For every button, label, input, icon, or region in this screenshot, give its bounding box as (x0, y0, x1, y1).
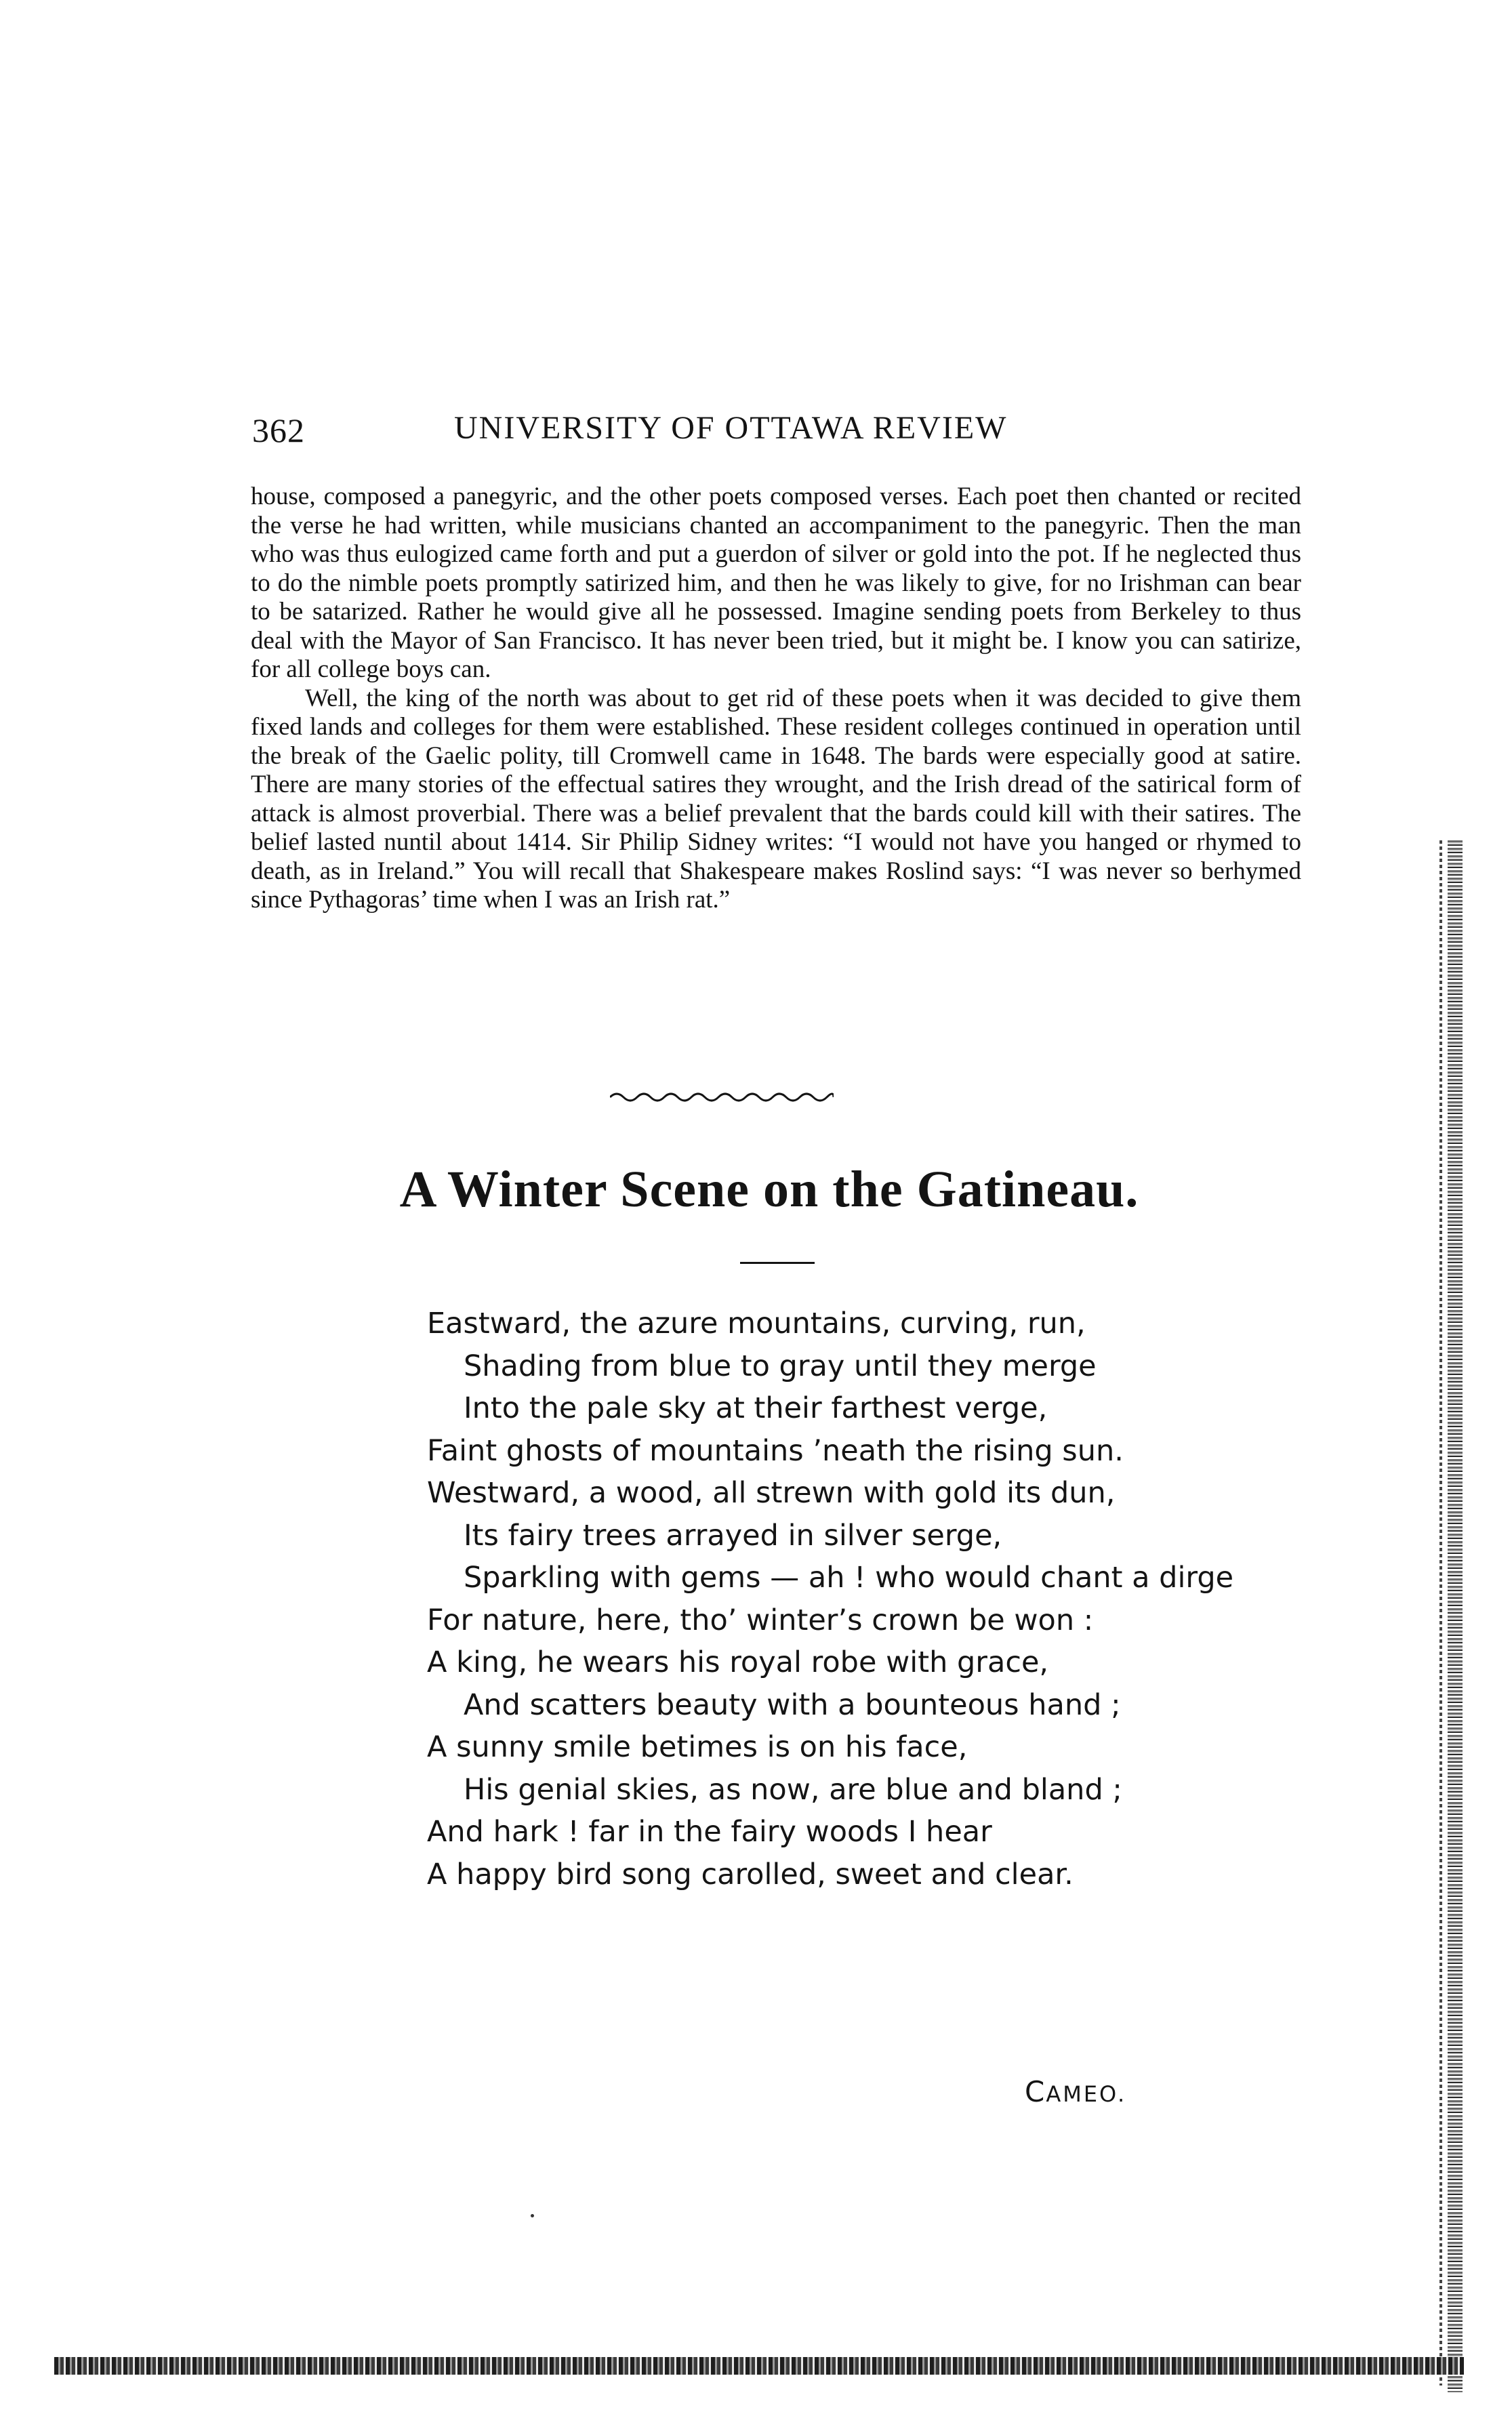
poem-line: And scatters beauty with a bounteous hand ; (464, 1687, 1121, 1722)
poem-line: For nature, here, tho’ winter’s crown be won : (427, 1603, 1094, 1637)
scan-edge-right-thin (1439, 840, 1442, 2386)
poem-line: Faint ghosts of mountains ’neath the rising sun. (427, 1433, 1124, 1468)
poem-line: And hark ! far in the fairy woods I hear (427, 1815, 992, 1849)
paragraph: Well, the king of the north was about to get rid of these poets when it was decided to give them fixed lands and colleges for them were established. These resident colleges continued in operation until the break of the Gaelic polity, till Cromwell came in 1648. The bards were especially good at satire. There are many stories of the effectual satires they wrought, and the Irish dread of the satirical form of attack is almost proverbial. There was a belief prevalent that the bards could kill with their satires. The belief lasted nuntil about 1414. Sir Philip Sidney writes: “I would not have you hanged or rhymed to death, as in Ireland.” You will recall that Shakespeare makes Roslind says: “I was never so berhymed since Pythagoras’ time when I was an Irish rat.” (251, 684, 1301, 914)
poem-title: A Winter Scene on the Gatineau. (399, 1161, 1139, 1218)
scan-speck (531, 2214, 534, 2217)
poem-line: Westward, a wood, all strewn with gold its dun, (427, 1476, 1116, 1510)
poem-line: A king, he wears his royal robe with grace, (427, 1645, 1049, 1679)
running-head: UNIVERSITY OF OTTAWA REVIEW (454, 410, 1008, 446)
poem-line: A sunny smile betimes is on his face, (427, 1730, 968, 1764)
poem-line: Shading from blue to gray until they merge (464, 1349, 1097, 1383)
article-body (251, 483, 1301, 915)
poem-body (427, 1303, 1322, 1896)
scan-edge-bottom (54, 2357, 1464, 2375)
poem-line: Sparkling with gems — ah ! who would chant a dirge (464, 1561, 1234, 1595)
paragraph: house, composed a panegyric, and the other poets composed verses. Each poet then chanted or recited the verse he had written, while musicians chanted an accompaniment to the panegyric. Then the man who was thus eulogized came forth and put a guerdon of silver or gold into the pot. If he neglected thus to do the nimble poets promptly satirized him, and then he was likely to give, for no Irishman can bear to be satarized. Rather he would give all he possessed. Imagine sending poets from Berkeley to thus deal with the Mayor of San Francisco. It has never been tried, but it might be. I know you can satirize, for all college boys can. (251, 483, 1301, 683)
wavy-ornament-divider (610, 1087, 834, 1107)
poem-line: Into the pale sky at their farthest verge, (464, 1391, 1048, 1425)
page-number: 362 (252, 411, 305, 449)
poem-line: Its fairy trees arrayed in silver serge, (464, 1518, 1002, 1553)
author-signature (1025, 2075, 1126, 2108)
signature-initial: C (1025, 2075, 1046, 2108)
title-rule (740, 1262, 815, 1264)
poem-line: A happy bird song carolled, sweet and clear. (427, 1857, 1074, 1891)
scan-edge-right (1448, 840, 1463, 2392)
signature-rest: AMEO. (1046, 2081, 1127, 2107)
poem-line: His genial skies, as now, are blue and bland ; (464, 1772, 1122, 1807)
poem-line: Eastward, the azure mountains, curving, run, (427, 1307, 1086, 1340)
